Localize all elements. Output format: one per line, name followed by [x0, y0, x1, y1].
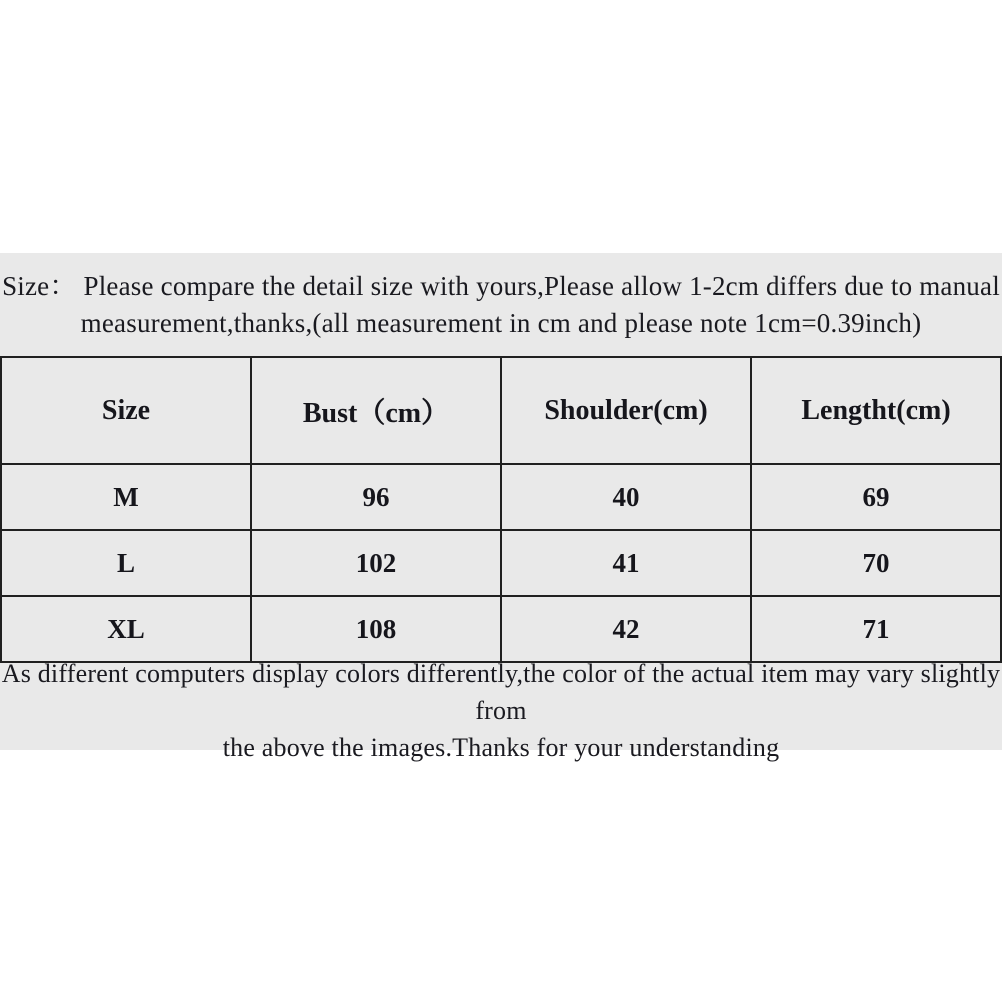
cell-size-xl: XL — [1, 596, 251, 662]
color-disclaimer-line2: the above the images.Thanks for your understanding — [222, 732, 780, 762]
cell-shoulder-l: 41 — [501, 530, 751, 596]
table-row-m — [1, 464, 1001, 530]
size-table — [0, 356, 1002, 663]
column-header-shoulder: Shoulder(cm) — [501, 357, 751, 464]
cell-size-m: M — [1, 464, 251, 530]
color-disclaimer-line1: As different computers display colors differently,the color of the actual item may vary slightly from — [1, 658, 1001, 725]
cell-shoulder-m: 40 — [501, 464, 751, 530]
column-header-length: Lengtht(cm) — [751, 357, 1001, 464]
table-row-xl — [1, 596, 1001, 662]
cell-shoulder-xl: 42 — [501, 596, 751, 662]
column-header-size: Size — [1, 357, 251, 464]
column-header-bust: Bust（cm） — [251, 357, 501, 464]
cell-bust-xl: 108 — [251, 596, 501, 662]
cell-bust-m: 96 — [251, 464, 501, 530]
size-note-line2: measurement,thanks,(all measurement in cm and please note 1cm=0.39inch) — [80, 307, 922, 338]
size-note — [0, 253, 1002, 356]
cell-bust-l: 102 — [251, 530, 501, 596]
cell-length-m: 69 — [751, 464, 1001, 530]
size-table-header-row — [1, 357, 1001, 464]
color-disclaimer — [0, 658, 1002, 762]
size-note-line1: Size： Please compare the detail size with yours,Please allow 1-2cm differs due to manual — [2, 270, 1000, 301]
cell-length-xl: 71 — [751, 596, 1001, 662]
cell-length-l: 70 — [751, 530, 1001, 596]
table-row-l — [1, 530, 1001, 596]
cell-size-l: L — [1, 530, 251, 596]
info-panel — [0, 253, 1002, 762]
